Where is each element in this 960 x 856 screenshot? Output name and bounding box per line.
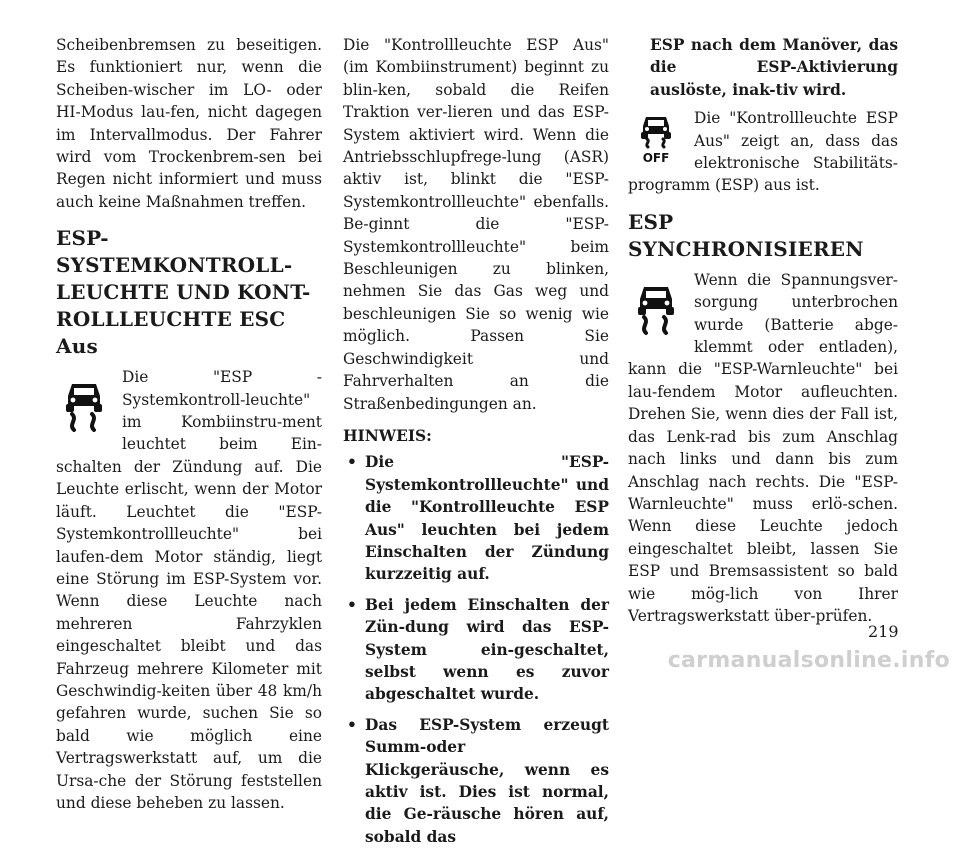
note-item: • Die "ESP-Systemkontrollleuchte" und die "Kontrollleuchte ESP Aus" leuchten bei jedem Einschalten der Zündung kurzzeitig auf. bbox=[347, 453, 609, 584]
paragraph-esp-off-flash: Die "Kontrollleuchte ESP Aus" (im Kombiinstrument) beginnt zu blin-ken, sobald die Reifen Traktion ver-lieren und das ESP-System aktiviert wird. Wenn die Antriebsschlupfrege-lung (ASR) aktiv ist, blinkt die "ESP-Systemkontrollleuchte" ebenfalls. Be-ginnt die "ESP-Systemkontrollleuchte" beim Beschleunigen zu blinken, nehmen Sie das Gas weg und beschleunigen Sie so wenig wie möglich. Passen Sie Geschwindigkeit und Fahrverhalten an die Straßenbedingungen an. bbox=[343, 36, 609, 413]
paragraph-esp-light: Die "ESP - Systemkontroll-leuchte" im Kombiinstru-ment leuchtet beim Ein-schalten der Zündung auf. Die Leuchte erlischt, wenn der Motor läuft. Leuchtet die "ESP-Systemkontrollleuchte" bei laufen-dem Motor ständig, liegt eine Störung im ESP-System vor. Wenn diese Leuchte nach mehreren Fahrzyklen eingeschaltet bleibt und das Fahrzeug mehrere Kilometer mit Geschwindig-keiten über 48 km/h gefahren wurde, suchen Sie so bald wie möglich eine Vertragswerkstatt auf, um die Ursa-che der Störung feststellen und diese beheben zu lassen. bbox=[56, 368, 322, 812]
page-number: 219 bbox=[868, 622, 899, 641]
note-continuation: ESP nach dem Manöver, das die ESP-Aktivierung auslöste, inak-tiv wird. bbox=[650, 36, 898, 99]
svg-text:OFF: OFF bbox=[642, 151, 670, 166]
column-3 bbox=[628, 34, 898, 627]
paragraph-esp-sync: Wenn die Spannungsver-sorgung unterbrochen wurde (Batterie abge-klemmt oder entladen), kann die "ESP-Warnleuchte" bei lau-fendem Motor aufleuchten. Drehen Sie, wenn dies der Fall ist, das Lenk-rad bis zum Anschlag nach links und dann bis zum Anschlag nach rechts. Die "ESP-Warnleuchte" muss erlö-schen. Wenn diese Leuchte jedoch eingeschaltet bleibt, lassen Sie ESP und Bremsassistent so bald wie mög-lich von Ihrer Vertragswerkstatt über-prüfen. bbox=[628, 270, 898, 625]
watermark: carmanualsonline.info bbox=[667, 648, 950, 673]
note-item: • Das ESP-System erzeugt Summ-oder Klickgeräusche, wenn es aktiv ist. Dies ist normal, die Ge-räusche hören auf, sobald das bbox=[347, 715, 609, 846]
skidding-car-icon bbox=[56, 366, 116, 454]
paragraph-intro: Scheibenbremsen zu beseitigen. Es funktioniert nur, wenn die Scheiben-wischer im LO- oder HI-Modus lau-fen, nicht dagegen im Intervallmodus. Der Fahrer wird vom Trockenbrem-sen bei Regen nicht informiert und muss auch keine Maßnahmen treffen. bbox=[56, 36, 322, 211]
column-1 bbox=[56, 34, 322, 814]
skidding-car-icon bbox=[628, 269, 688, 357]
column-2 bbox=[343, 34, 609, 856]
section-heading-esp-sync: ESP SYNCHRONISIEREN bbox=[628, 209, 864, 261]
skidding-car-off-icon bbox=[628, 107, 688, 173]
section-heading-esp-light: ESP- SYSTEMKONTROLL-LEUCHTE UND KONT-ROLLLEUCHTE ESC Aus bbox=[56, 226, 311, 359]
note-heading: HINWEIS: bbox=[343, 426, 432, 445]
note-item: • Bei jedem Einschalten der Zün-dung wird das ESP-System ein-geschaltet, selbst wenn es zuvor abgeschaltet wurde. bbox=[347, 595, 609, 704]
paragraph-esp-off: Die "Kontrollleuchte ESP Aus" zeigt an, dass das elektronische Stabilitäts-programm (ESP) aus ist. bbox=[628, 109, 898, 195]
